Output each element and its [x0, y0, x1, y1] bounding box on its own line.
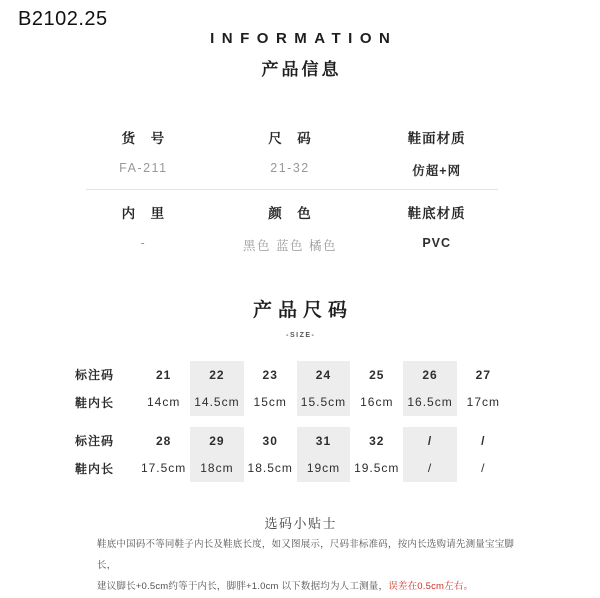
size-tips-heading: 选码小贴士 — [264, 516, 337, 531]
spec-item-number — [70, 127, 217, 179]
spec-label: 尺 码 — [268, 131, 312, 146]
marked-size-label: 标注码 — [75, 368, 115, 383]
size-chart-table-1 — [70, 361, 510, 416]
spec-value: FA-211 — [119, 161, 168, 175]
inner-length-label: 鞋内长 — [75, 461, 115, 476]
size-column: 27 17cm — [466, 367, 500, 410]
spec-value: 仿超+网 — [412, 164, 462, 178]
spec-row-2 — [70, 202, 510, 254]
size-column: 26 16.5cm — [403, 361, 456, 416]
size-column: / / — [403, 427, 456, 482]
size-row-labels — [70, 427, 137, 482]
size-column: 31 19cm — [297, 427, 350, 482]
spec-value: 21-32 — [270, 161, 310, 175]
size-column: 23 15cm — [253, 367, 287, 410]
spec-color — [217, 202, 364, 254]
size-column: 24 15.5cm — [297, 361, 350, 416]
marked-size-label: 标注码 — [75, 434, 115, 449]
inner-length-label: 鞋内长 — [75, 395, 115, 410]
spec-upper-material — [363, 127, 510, 179]
spec-row-1 — [70, 127, 510, 179]
spec-value: 黑色 蓝色 橘色 — [243, 239, 337, 253]
tips-line-1: 鞋底中国码不等同鞋子内长及鞋底长度，如又图展示，尺码非标准码，按内长选购请先测量宝宝脚长， — [97, 539, 515, 571]
spec-value: PVC — [422, 236, 452, 250]
tips-line-2: 建议脚长+0.5cm约等于内长，脚胖+1.0cm 以下数据均为人工测量， — [97, 581, 389, 592]
size-chart-subheading: -SIZE- — [286, 332, 316, 339]
size-chart-table-2 — [70, 427, 510, 482]
product-code: B2102.25 — [18, 8, 108, 30]
size-column: 22 14.5cm — [190, 361, 243, 416]
size-column: / / — [481, 433, 486, 476]
product-info-heading: 产品信息 — [261, 60, 342, 79]
spec-label: 鞋底材质 — [407, 206, 466, 221]
size-row-labels — [70, 361, 137, 416]
size-tips-text — [97, 534, 517, 597]
spec-label: 内 里 — [121, 206, 166, 221]
size-column: 25 16cm — [360, 367, 394, 410]
spec-size-range — [217, 127, 364, 179]
information-heading: INFORMATION — [210, 30, 398, 47]
spec-label: 颜 色 — [268, 206, 312, 221]
spec-label: 货 号 — [121, 131, 166, 146]
size-column: 32 19.5cm — [354, 433, 400, 476]
section-divider — [86, 189, 498, 190]
size-column: 28 17.5cm — [140, 433, 187, 476]
spec-label: 鞋面材质 — [407, 131, 466, 146]
spec-value: - — [140, 236, 147, 250]
size-column: 29 18cm — [190, 427, 243, 482]
size-chart-heading: 产品尺码 — [252, 300, 353, 321]
spec-lining — [70, 202, 217, 254]
tips-line-2-highlight: 误差在0.5cm左右。 — [388, 581, 474, 592]
spec-sole-material — [363, 202, 510, 254]
size-column: 21 14cm — [146, 367, 181, 410]
size-column: 30 18.5cm — [247, 433, 293, 476]
